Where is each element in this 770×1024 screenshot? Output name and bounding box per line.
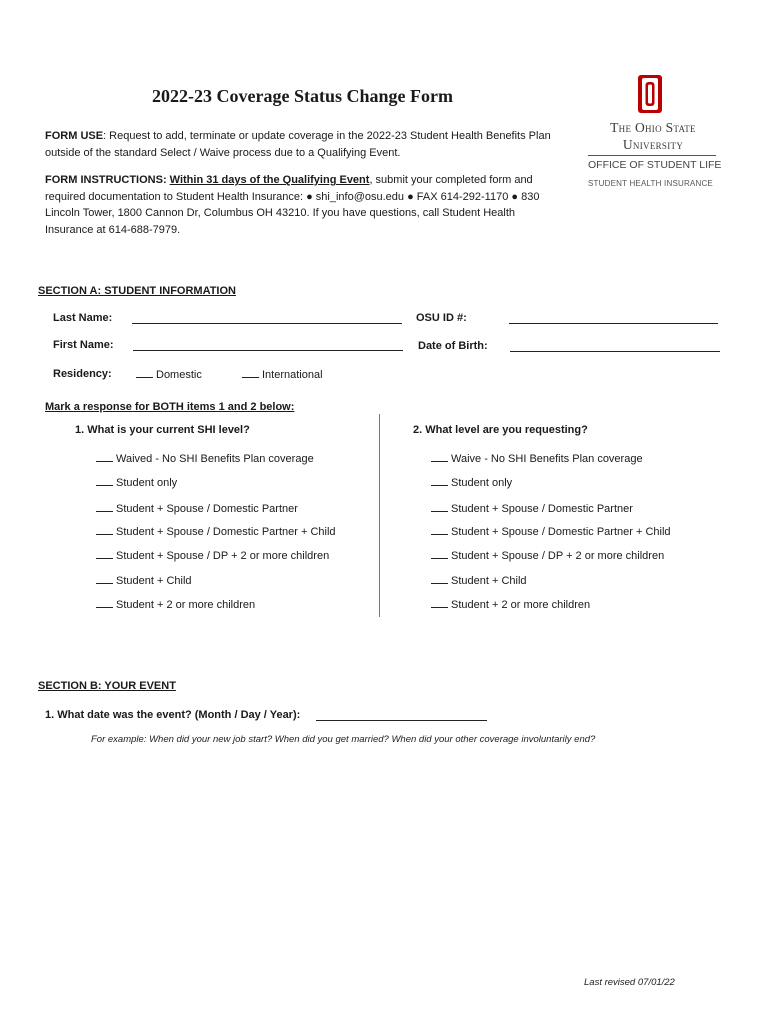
first-name-label: First Name:	[53, 339, 114, 351]
residency-label: Residency:	[53, 368, 112, 380]
q1-option-label: Student + Spouse / Domestic Partner	[116, 503, 298, 515]
logo-text-university: University	[622, 137, 684, 152]
dob-label: Date of Birth:	[418, 340, 488, 352]
q2-option-blank[interactable]	[431, 598, 448, 608]
q2-option[interactable]	[431, 598, 590, 611]
q2-option-label: Student + 2 or more children	[451, 599, 591, 611]
q1-option-blank[interactable]	[96, 452, 113, 462]
event-example-text: For example: When did your new job start? When did you get married? When did your other coverage involuntarily end?	[91, 734, 596, 745]
q2-option[interactable]	[431, 574, 527, 587]
q2-option[interactable]	[431, 525, 671, 538]
q2-option-label: Student + Spouse / Domestic Partner	[451, 503, 633, 515]
residency-international-blank[interactable]	[242, 368, 259, 378]
column-divider	[379, 414, 380, 617]
q1-option-blank[interactable]	[96, 502, 113, 512]
osu-id-field[interactable]	[509, 323, 718, 324]
event-date-field[interactable]	[316, 720, 487, 721]
q2-label: 2. What level are you requesting?	[413, 424, 588, 436]
logo-text-office: OFFICE OF STUDENT LIFE	[588, 159, 722, 171]
q1-option[interactable]	[96, 502, 298, 515]
q1-option-label: Waived - No SHI Benefits Plan coverage	[116, 453, 314, 465]
q2-option-label: Student + Child	[451, 575, 527, 587]
q2-option[interactable]	[431, 452, 643, 465]
form-use-paragraph	[45, 128, 560, 161]
q2-option[interactable]	[431, 502, 633, 515]
q1-option[interactable]	[96, 525, 336, 538]
instructions-deadline: Within 31 days of the Qualifying Event	[169, 174, 370, 186]
last-revised: Last revised 07/01/22	[584, 977, 675, 988]
q1-option[interactable]	[96, 452, 314, 465]
q1-option-blank[interactable]	[96, 598, 113, 608]
section-b-heading: SECTION B: YOUR EVENT	[38, 680, 176, 692]
q2-option[interactable]	[431, 476, 512, 489]
form-use-text: : Request to add, terminate or update coverage in the 2022-23 Student Health Benefits Plan outside of the standard Select / Waive process due to a Qualifying Event.	[45, 130, 551, 159]
q2-option-label: Student only	[451, 477, 513, 489]
q1-option[interactable]	[96, 574, 192, 587]
q1-label: 1. What is your current SHI level?	[75, 424, 250, 436]
q1-option-label: Student only	[116, 477, 178, 489]
form-title: 2022-23 Coverage Status Change Form	[152, 86, 453, 106]
last-name-field[interactable]	[132, 323, 402, 324]
last-name-label: Last Name:	[53, 312, 113, 324]
q1-option-label: Student + Spouse / DP + 2 or more children	[116, 550, 330, 562]
q2-option-blank[interactable]	[431, 476, 448, 486]
q1-option-blank[interactable]	[96, 574, 113, 584]
residency-international-label: International	[262, 369, 323, 381]
form-instructions-paragraph	[45, 172, 560, 238]
q2-option[interactable]	[431, 549, 664, 562]
instructions-label: FORM INSTRUCTIONS:	[45, 174, 170, 186]
residency-domestic-blank[interactable]	[136, 368, 153, 378]
q1-option[interactable]	[96, 476, 177, 489]
residency-option-international[interactable]	[242, 368, 323, 381]
q2-option-blank[interactable]	[431, 549, 448, 559]
logo-divider	[588, 155, 716, 156]
q1-option-label: Student + Spouse / Domestic Partner + Child	[116, 526, 336, 538]
logo-text-shi: STUDENT HEALTH INSURANCE	[588, 179, 713, 188]
mark-instruction: Mark a response for BOTH items 1 and 2 below:	[45, 401, 295, 413]
q1-option[interactable]	[96, 549, 329, 562]
q1-option-blank[interactable]	[96, 525, 113, 535]
q2-option-label: Student + Spouse / DP + 2 or more children	[451, 550, 665, 562]
q1-option-label: Student + 2 or more children	[116, 599, 256, 611]
q2-option-blank[interactable]	[431, 574, 448, 584]
q2-option-label: Waive - No SHI Benefits Plan coverage	[451, 453, 643, 465]
instructions-text: , submit your completed form and required documentation to Student Health Insurance: ● shi_info@osu.edu ● FAX 614-292-1170 ● 830 Lincoln Tower, 1800 Cannon Dr, Columbus OH 43210. If you have questions, call Student Health Insurance at 614-688-7979.	[45, 174, 540, 236]
dob-field[interactable]	[510, 351, 720, 352]
q2-option-blank[interactable]	[431, 452, 448, 462]
q1-option-label: Student + Child	[116, 575, 192, 587]
q2-option-label: Student + Spouse / Domestic Partner + Child	[451, 526, 671, 538]
block-o-icon	[626, 74, 674, 114]
q2-option-blank[interactable]	[431, 525, 448, 535]
logo-text-ohio-state: The Ohio State	[610, 120, 696, 135]
section-a-heading: SECTION A: STUDENT INFORMATION	[38, 285, 236, 297]
osu-id-label: OSU ID #:	[416, 312, 467, 324]
q1-option-blank[interactable]	[96, 549, 113, 559]
q1-option[interactable]	[96, 598, 255, 611]
form-use-label: FORM USE	[45, 130, 104, 142]
q1-option-blank[interactable]	[96, 476, 113, 486]
residency-option-domestic[interactable]	[136, 368, 202, 381]
q2-option-blank[interactable]	[431, 502, 448, 512]
residency-domestic-label: Domestic	[156, 369, 202, 381]
first-name-field[interactable]	[133, 350, 403, 351]
event-date-label: 1. What date was the event? (Month / Day / Year):	[45, 709, 301, 721]
